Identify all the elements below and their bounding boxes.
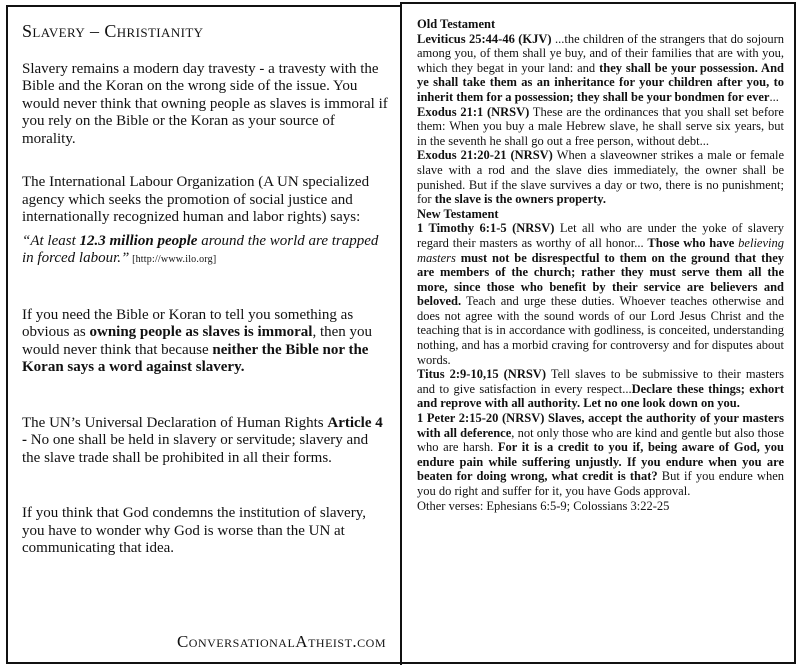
verse-1-timothy: 1 Timothy 6:1-5 (NRSV) Let all who are under the yoke of slavery regard their masters as worthy of all honor... Those who have believing masters must not be disrespectful to them on the ground that they are members of the church; rather they must serve them all the more, since those who benefit by their service are believers and beloved. Teach and urge these duties. Whoever teaches otherwise and does not agree with the sound words of our Lord Jesus Christ and the teaching that is in accordance with godliness, is conceited, understanding nothing, and has a morbid craving for controversy and for disputes about words. [417,221,784,367]
verse-leviticus: Leviticus 25:44-46 (KJV) ...the children of the strangers that do sojourn among you, of them shall ye buy, and of their families that are with you, which they begat in your land: and they shall be your possession. And ye shall take them as an inheritance for your children after you, to inherit them for a possession; they shall be your bondmen for ever... [417,31,784,104]
quote-text-end: around the world are trapped in forced labour.” [22,232,379,266]
intro-paragraph: Slavery remains a modern day travesty - a travesty with the Bible and the Koran on the wrong side of the issue. You would never think that owning people as slaves is immoral if you rely on the Bible or the Koran as your source of morality. [22,60,388,147]
verse-emphasis: must not be disrespectful to them on the ground that they are members of the church; rather they must serve them all the more, since those who benefit by their service are believers and beloved. [417,250,784,309]
verse-exodus-21-20: Exodus 21:20-21 (NRSV) When a slaveowner strikes a male or female slave with a rod and the slave dies immediately, the owner shall be punished. But if the slave survives a day or two, there is no punishment; for the slave is the owners property. [417,148,784,207]
argument-emphasis-1: owning people as slaves is immoral [89,324,313,340]
verse-emphasis: Declare these things; exhort and reprove with all authority. Let no one look down on you. [417,381,784,411]
verse-reference: 1 Peter 2:15-20 (NRSV) [417,411,545,426]
verse-emphasis: Slaves, accept the authority of your masters with all deference [417,411,784,440]
verses-content [417,17,784,513]
verse-1-peter: 1 Peter 2:15-20 (NRSV) Slaves, accept the authority of your masters with all deference, not only those who are kind and gentle but also those who are harsh. For it is a credit to you if, being aware of God, you endure pain while suffering unjustly. If you endure when you are beaten for doing wrong, what credit is that? But if you endure when you do right and suffer for it, you have Gods approval. [417,411,785,498]
ilo-quote [22,233,388,269]
verse-reference: 1 Timothy 6:1-5 (NRSV) [417,221,555,236]
website-signature: ConversationalAtheist.com [176,632,386,651]
article-label: Article 4 - [22,414,383,448]
verse-reference: Titus 2:9-10,15 (NRSV) [417,367,547,382]
right-panel [401,2,796,664]
verse-titus: Titus 2:9-10,15 (NRSV) Tell slaves to be submissive to their masters and to give satisfaction in every respect...Declare these things; exhort and reprove with all authority. Let no one look down on you. [417,367,785,411]
conclusion-paragraph: If you think that God condemns the institution of slavery, you have to wonder why God is worse than the UN at communicating that idea. [22,505,366,556]
argument-paragraph: If you need the Bible or Koran to tell you something as obvious as owning people as slaves is immoral, then you would never think that because neither the Bible nor the Koran says a word against slavery. [22,306,373,375]
verse-emphasis: For it is a credit to you if, being aware of God, you endure pain while suffering unjustly. If you endure when you are beaten for doing wrong, what credit is that? [417,440,784,484]
verse-reference: Exodus 21:1 (NRSV) [417,104,530,119]
ilo-paragraph: The International Labour Organization (A UN specialized agency which seeks the promotion of social justice and internationally recognized human and labor rights) says: [22,174,370,225]
page-title: Slavery – Christianity [22,21,204,41]
old-testament-heading: Old Testament [417,17,496,31]
quote-emphasis: 12.3 million people [79,232,198,249]
left-panel-content [22,21,388,584]
verse-exodus-21-1: Exodus 21:1 (NRSV) These are the ordinances that you shall set before them: When you buy a male Hebrew slave, he shall serve six years, but in the seventh he shall go out a free person, without debt... [417,104,784,148]
other-verses: Other verses: Ephesians 6:5-9; Colossians 3:22-25 [417,498,670,513]
verse-emphasis: the slave is the owners property. [434,192,606,207]
verse-emphasis: Those who have [647,235,739,250]
argument-emphasis-2: neither the Bible nor the Koran says a word against slavery. [22,341,369,375]
quote-text-start: “At least [22,232,80,249]
verse-reference: Exodus 21:20-21 (NRSV) [417,148,553,163]
quote-source: [http://www.ilo.org] [129,254,217,265]
udhr-paragraph: The UN’s Universal Declaration of Human Rights Article 4 - No one shall be held in slavery or servitude; slavery and the slave trade shall be prohibited in all their forms. [22,414,383,466]
new-testament-heading: New Testament [417,206,499,221]
verse-emphasis: they shall be your possession. And ye shall take them as an inheritance for your children after you, to inherit them for a possession; they shall be your bondmen for ever [417,60,784,104]
verse-italic: believing masters [417,235,784,265]
verse-reference: Leviticus 25:44-46 (KJV) [417,31,552,46]
left-panel [6,5,402,664]
source-url: http://www.ilo.org [135,254,213,265]
